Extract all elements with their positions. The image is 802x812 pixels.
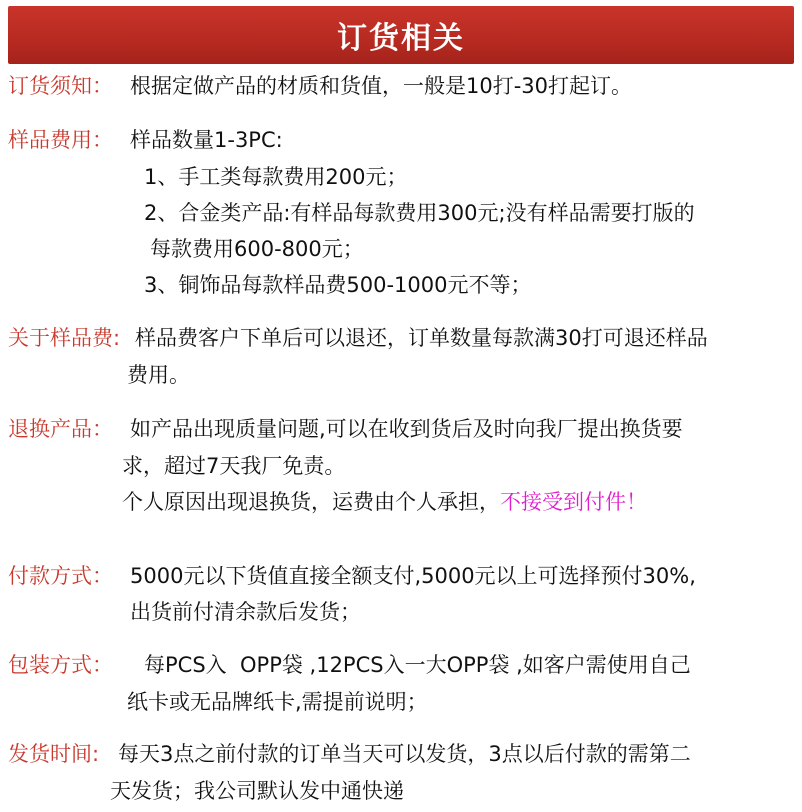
section-label: 订货须知： <box>8 74 113 98</box>
section-label: 发货时间: <box>8 742 100 766</box>
section-label: 样品费用： <box>8 128 113 152</box>
header-banner <box>8 6 794 64</box>
section-label: 付款方式： <box>8 564 113 588</box>
section-line: 天发货；我公司默认发中通快递 <box>110 779 404 803</box>
returns-text: 个人原因出现退换货，运费由个人承担， <box>122 490 500 514</box>
section-line: 出货前付清余款后发货； <box>130 600 361 624</box>
section-line: 纸卡或无品牌纸卡,需提前说明； <box>127 690 428 714</box>
page-title: 订货相关 <box>337 21 465 56</box>
section-line: 费用。 <box>127 363 190 387</box>
section-line: 根据定做产品的材质和货值，一般是10打-30打起订。 <box>130 74 633 98</box>
section-label: 退换产品： <box>8 417 113 441</box>
section-label: 包装方式： <box>8 653 113 677</box>
section-line: 每天3点之前付款的订单当天可以发货，3点以后付款的需第二 <box>118 742 691 766</box>
section-line: 每款费用600-800元； <box>150 237 364 261</box>
section-label: 关于样品费: <box>8 326 121 350</box>
no-cod-highlight: 不接受到付件！ <box>500 490 647 514</box>
section-line: 如产品出现质量问题,可以在收到货后及时向我厂提出换货要 <box>130 417 683 441</box>
section-line: 求，超过7天我厂免责。 <box>122 454 346 478</box>
section-line: 样品数量1-3PC: <box>130 128 283 152</box>
section-line: 5000元以下货值直接全额支付,5000元以上可选择预付30%, <box>130 564 696 588</box>
section-line: 每PCS入 OPP袋 ,12PCS入一大OPP袋 ,如客户需使用自己 <box>144 653 691 677</box>
section-line: 1、手工类每款费用200元； <box>144 165 408 189</box>
section-line: 2、合金类产品:有样品每款费用300元;没有样品需要打版的 <box>144 201 695 225</box>
section-line: 3、铜饰品每款样品费500-1000元不等； <box>144 273 532 297</box>
section-line: 样品费客户下单后可以退还，订单数量每款满30打可退还样品 <box>135 326 708 350</box>
section-line <box>122 489 647 515</box>
